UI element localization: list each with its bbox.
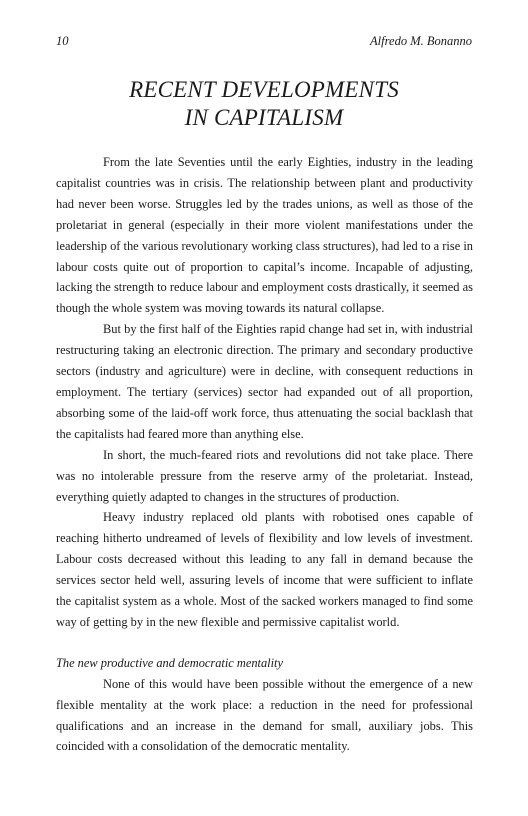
section-heading: The new productive and democratic mentality (56, 655, 283, 670)
chapter-title (56, 76, 472, 132)
paragraph: None of this would have been possible without the emergence of a new flexible mentality at the work place: a reduction in the need for professional qualifications and an increase in the demand for small, auxiliary jobs. This coincided with a consolidation of the democratic mentality. (56, 676, 473, 754)
running-head-author: Alfredo M. Bonanno (370, 34, 472, 48)
paragraph: From the late Seventies until the early Eighties, industry in the leading capitalist countries was in crisis. The relationship between plant and productivity had never been worse. Struggles led by the trades unions, as well as those of the proletariat in general (especially in their more violent manifestations under the leadership of the various revolutionary working class structures), had led to a rise in labour costs quite out of proportion to capital’s income. Incapable of adjusting, lacking the strength to reduce labour and employment costs drastically, it seemed as though the whole system was moving towards its natural collapse. (56, 155, 473, 316)
page-number: 10 (56, 34, 69, 48)
paragraph: In short, the much-feared riots and revolutions did not take place. There was no intolerable pressure from the reserve army of the proletariat. Instead, everything quietly adapted to changes in the structures of production. (56, 447, 473, 504)
paragraph: Heavy industry replaced old plants with robotised ones capable of reaching hitherto undreamed of levels of flexibility and low levels of investment. Labour costs decreased without this leading to any fall in demand because the services sector held well, assuring levels of income that were sufficient to inflate the capitalist system as a whole. Most of the sacked workers managed to find some way of getting by in the new flexible and permissive capitalist world. (56, 510, 473, 629)
body-text (56, 152, 473, 757)
chapter-title-line-2: IN CAPITALISM (184, 105, 344, 130)
paragraph: But by the first half of the Eighties rapid change had set in, with industrial restructuring taking an electronic direction. The primary and secondary productive sectors (industry and agriculture) were in decline, with consequent reductions in employment. The tertiary (services) sector had expanded out of all proportion, absorbing some of the laid-off work force, thus attenuating the social backlash that the capitalists had feared more than anything else. (56, 322, 473, 441)
chapter-title-line-1: RECENT DEVELOPMENTS (129, 77, 399, 102)
running-head (56, 33, 472, 49)
